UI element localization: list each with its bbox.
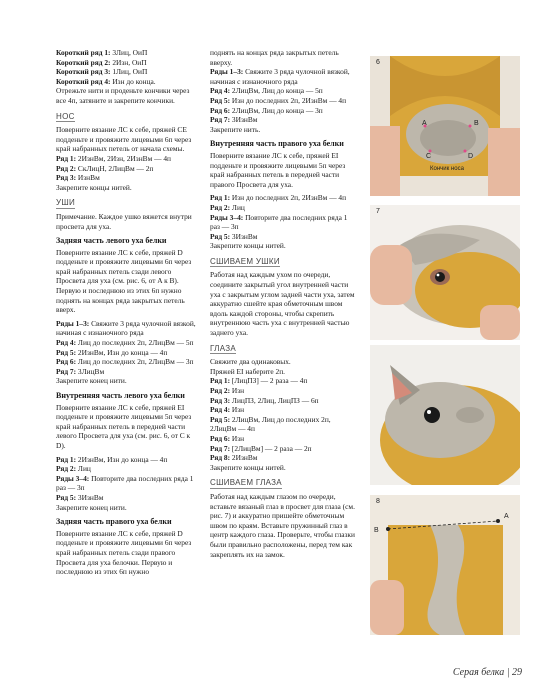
eyes-row xyxy=(210,415,355,434)
eyes-row-text: [2ЛицВм] — 2 раза — 2п xyxy=(230,443,312,453)
inner-right-row xyxy=(210,213,355,232)
nose-intro: Поверните вязание ЛС к себе, пряжей CE подденьте и провяжите лицевыми 6п через край набранных петель от начала схемы. xyxy=(56,125,192,154)
eyes-row xyxy=(210,376,355,386)
inner-right-row-label: Ряд 5: xyxy=(210,231,231,241)
inner-left-row-label: Ряды 3–4: xyxy=(56,473,90,483)
short-row-label: Короткий ряд 3: xyxy=(56,67,111,77)
nose-row xyxy=(56,173,198,183)
photo-6 xyxy=(370,56,520,196)
eyes-row-label: Ряд 8: xyxy=(210,453,231,463)
photo-squirrel-head xyxy=(370,345,520,485)
inner-right-rows xyxy=(210,193,355,241)
inner-left-rows xyxy=(56,455,198,503)
nose-row xyxy=(56,164,198,174)
back-left-row-text: 2ИзнВм, Изн до конца — 4п xyxy=(76,347,168,357)
back-right-row-text: 3ИзнВм xyxy=(230,115,258,125)
back-left-row-label: Ряды 1–3: xyxy=(56,318,90,328)
inner-right-intro: Поверните вязание ЛС к себе, пряжей EI подденьте и провяжите лицевыми 5п через край набранных петель в передней части правого Просвета для уха. xyxy=(210,150,346,189)
eyes-row-label: Ряд 5: xyxy=(210,414,231,424)
inner-left-intro: Поверните вязание ЛС к себе, пряжей EI подденьте и провяжите лицевыми 5п через край набранных петель в передней части левого Просвета для уха (см. рис. 6, от C к D). xyxy=(56,402,192,450)
photo-6-image xyxy=(370,56,520,196)
eyes-row-text: ЛицПЗ, 2Лиц, ЛицПЗ — 6п xyxy=(230,395,319,405)
back-left-rows xyxy=(56,319,198,377)
middle-column xyxy=(210,48,355,559)
eyes-intro-2: Пряжей EI наберите 2п. xyxy=(210,366,286,376)
photo-7-image xyxy=(370,205,520,340)
back-left-row-label: Ряд 6: xyxy=(56,357,77,367)
short-row-text: Изн до конца. xyxy=(110,76,156,86)
back-right-close: Закрепите нить. xyxy=(210,124,261,134)
back-left-close: Закрепите конец нити. xyxy=(56,376,127,386)
back-right-row xyxy=(210,115,355,125)
eyes-row-label: Ряд 2: xyxy=(210,386,231,395)
short-row-text: 3Лиц, ОиП xyxy=(110,48,148,57)
inner-left-close: Закрепите конец нити. xyxy=(56,502,127,512)
eyes-row xyxy=(210,405,355,415)
back-right-row-text: 2ЛицВм, Лиц до конца — 5п xyxy=(230,86,323,96)
inner-left-row-label: Ряд 2: xyxy=(56,464,77,474)
short-row-label: Короткий ряд 4: xyxy=(56,76,111,86)
sew-ears-text: Работая над каждым ухом по очереди, соедините закрытый угол внутренней части уха с закрытым углом задней части уха, затем аккуратно сшейте края обметочным швом вдоль каждой стороны, чтобы скрепить внутреннюю часть уха с внутренней частью заднего уха. xyxy=(210,270,355,338)
back-left-row-text: Свяжите 3 ряда чулочной вязкой, начиная с изнаночного ряда xyxy=(56,318,196,338)
inner-right-close: Закрепите концы нитей. xyxy=(210,241,286,251)
back-right-title: Задняя часть правого уха белки xyxy=(56,517,172,527)
back-right-row-text: 2ЛицВм, Лиц до конца — 3п xyxy=(230,105,323,115)
eyes-rows xyxy=(210,376,355,462)
eyes-intro-1: Свяжите два одинаковых. xyxy=(210,357,291,367)
nose-row-label: Ряд 1: xyxy=(56,153,77,163)
nose-close: Закрепите концы нитей. xyxy=(56,182,132,192)
inner-left-row xyxy=(56,474,198,493)
inner-left-row-text: Повторите два последних ряда 1 раз — 3п xyxy=(56,473,194,493)
eyes-row xyxy=(210,444,355,454)
photo-6-label: Кончик носа xyxy=(430,166,464,172)
sew-eyes-text: Работая над каждым глазом по очереди, вставьте вязаный глаз в просвет для глаза (см. рис. 7) и аккуратно пришейте обметочным швом по краям. Вставьте пружинный глаз в центр каждого глаза. Проверьте, чтобы глазки были правильно расположены, перед тем как закреплять их на замок. xyxy=(210,491,355,559)
back-left-row xyxy=(56,348,198,358)
back-left-row-label: Ряд 4: xyxy=(56,338,77,348)
nose-rows xyxy=(56,154,198,183)
photo-6-mark-c: C xyxy=(426,153,432,160)
ears-note: Примечание. Каждое ушко вяжется внутри просвета для уха. xyxy=(56,211,192,231)
cut-note: Отрежьте нити и проденьте кончики через все 4п, затяните и закрепите кончики. xyxy=(56,86,190,105)
eyes-row-text: [ЛицПЗ] — 2 раза — 4п xyxy=(230,376,308,386)
eyes-row-text: Изн xyxy=(230,386,245,395)
inner-left-row-text: 2ИзнВм, Изн до конца — 4п xyxy=(76,454,168,464)
photo-8-mark-b: B xyxy=(374,527,379,534)
photo-8-image xyxy=(370,495,520,635)
inner-left-title: Внутренняя часть левого уха белки xyxy=(56,391,185,400)
back-left-row xyxy=(56,357,198,367)
back-right-row-label: Ряд 5: xyxy=(210,95,231,105)
back-left-row xyxy=(56,319,198,338)
eyes-row-text: 2ИзнВм xyxy=(230,453,258,463)
photo-7 xyxy=(370,205,520,340)
inner-right-row-text: Лиц xyxy=(230,202,245,212)
inner-right-row-text: Повторите два последних ряда 1 раз — 3п xyxy=(210,212,348,232)
back-right-rows xyxy=(210,67,355,125)
short-row-text: 2Изн, ОиП xyxy=(110,57,147,67)
inner-right-row-text: Изн до последних 2п, 2ИзнВм — 4п xyxy=(230,193,347,203)
eyes-row xyxy=(210,386,355,396)
nose-row xyxy=(56,154,198,164)
eyes-row xyxy=(210,396,355,406)
back-right-row-label: Ряды 1–3: xyxy=(210,67,244,77)
inner-right-row xyxy=(210,232,355,242)
inner-left-row-label: Ряд 5: xyxy=(56,492,77,502)
inner-right-row xyxy=(210,193,355,203)
photo-8-mark-a: A xyxy=(504,513,509,520)
short-row xyxy=(56,48,198,58)
eyes-row-label: Ряд 1: xyxy=(210,376,231,386)
nose-row-text: 2ИзнВм, 2Изн, 2ИзнВм — 4п xyxy=(76,153,171,163)
inner-left-row xyxy=(56,455,198,465)
back-right-row xyxy=(210,96,355,106)
inner-left-row-text: Лиц xyxy=(76,464,91,474)
short-row-label: Короткий ряд 2: xyxy=(56,57,111,67)
inner-right-row-text: 3ИзнВм xyxy=(230,231,258,241)
back-right-row xyxy=(210,106,355,116)
section-nose-title: НОС xyxy=(56,111,75,121)
eyes-close: Закрепите концы нитей. xyxy=(210,462,286,472)
inner-left-row xyxy=(56,493,198,503)
eyes-row-label: Ряд 6: xyxy=(210,433,231,443)
nose-row-label: Ряд 3: xyxy=(56,173,77,183)
photo-6-mark-b: B xyxy=(474,120,479,127)
eyes-row-text: Изн xyxy=(230,433,245,443)
photo-8-number: 8 xyxy=(376,498,380,505)
section-ears-title: УШИ xyxy=(56,198,76,208)
short-row-text: 1Лиц, ОиП xyxy=(110,67,148,77)
eyes-row-text: 2ЛицВм, Лиц до последних 2п, 2ЛицВм — 4п xyxy=(210,414,331,434)
left-column xyxy=(56,48,198,577)
back-right-row-text: Свяжите 3 ряда чулочной вязкой, начиная с изнаночного ряда xyxy=(210,67,350,86)
photo-6-number: 6 xyxy=(376,59,380,66)
nose-row-label: Ряд 2: xyxy=(56,163,77,173)
eyes-row-label: Ряд 4: xyxy=(210,405,231,415)
section-sew-eyes-title: СШИВАЕМ ГЛАЗА xyxy=(210,478,282,488)
back-left-row xyxy=(56,338,198,348)
back-left-intro: Поверните вязание ЛС к себе, пряжей D подденьте и провяжите лицевыми 6п через край набранных петель сзади левого Просвета для уха (см. рис. 6, от A к B). Первую и последнюю из этих 6п нужно поднять на концах ряда закрытых петель вверх. xyxy=(56,247,192,315)
back-right-row-label: Ряд 4: xyxy=(210,86,231,96)
short-row xyxy=(56,77,198,87)
back-right-row-text: Изн до последних 2п, 2ИзнВм — 4п xyxy=(230,95,347,105)
back-left-row-label: Ряд 7: xyxy=(56,366,77,376)
inner-right-row-label: Ряды 3–4: xyxy=(210,212,244,222)
short-row xyxy=(56,67,198,77)
back-right-row xyxy=(210,86,355,96)
photo-8 xyxy=(370,495,520,635)
photo-7-number: 7 xyxy=(376,208,380,215)
short-row xyxy=(56,58,198,68)
inner-left-row-label: Ряд 1: xyxy=(56,454,77,464)
back-right-row xyxy=(210,67,355,86)
back-left-row-label: Ряд 5: xyxy=(56,347,77,357)
inner-right-row-label: Ряд 2: xyxy=(210,202,231,212)
photo-squirrel-head-image xyxy=(370,345,520,485)
nose-row-text: СкЛицН, 2ЛицВм — 2п xyxy=(76,163,154,173)
section-eyes-title: ГЛАЗА xyxy=(210,343,237,353)
back-left-row-text: Лиц до последних 2п, 2ЛицВм — 5п xyxy=(76,338,194,348)
back-left-title: Задняя часть левого уха белки xyxy=(56,236,167,246)
short-rows xyxy=(56,48,198,86)
back-left-row-text: Лиц до последних 2п, 2ЛицВм — 3п xyxy=(76,357,194,367)
back-right-intro: Поверните вязание ЛС к себе, пряжей D подденьте и провяжите лицевыми 6п через край набранных петель сзади правого Просвета для уха белочки. Первую и последнюю из этих 6п нужно xyxy=(56,528,192,577)
photo-6-mark-a: A xyxy=(422,120,427,127)
inner-left-row xyxy=(56,464,198,474)
short-row-label: Короткий ряд 1: xyxy=(56,48,111,57)
eyes-row-label: Ряд 3: xyxy=(210,395,231,405)
inner-right-title: Внутренняя часть правого уха белки xyxy=(210,139,344,149)
eyes-row-text: Изн xyxy=(230,405,245,415)
eyes-row xyxy=(210,453,355,463)
back-left-row-text: 3ЛицВм xyxy=(76,366,105,376)
inner-right-row xyxy=(210,203,355,213)
section-sew-ears-title: СШИВАЕМ УШКИ xyxy=(210,256,280,266)
continued-text: поднять на концах ряда закрытых петель вверху. xyxy=(210,48,339,67)
photo-6-mark-d: D xyxy=(468,153,474,160)
inner-left-row-text: 3ИзнВм xyxy=(76,492,104,502)
back-right-row-label: Ряд 7: xyxy=(210,115,231,125)
page-footer: Серая белка | 29 xyxy=(452,667,522,678)
eyes-row xyxy=(210,434,355,444)
inner-right-row-label: Ряд 1: xyxy=(210,193,231,203)
back-right-row-label: Ряд 6: xyxy=(210,105,231,115)
nose-row-text: ИзнВм xyxy=(76,173,100,183)
back-left-row xyxy=(56,367,198,377)
eyes-row-label: Ряд 7: xyxy=(210,443,231,453)
